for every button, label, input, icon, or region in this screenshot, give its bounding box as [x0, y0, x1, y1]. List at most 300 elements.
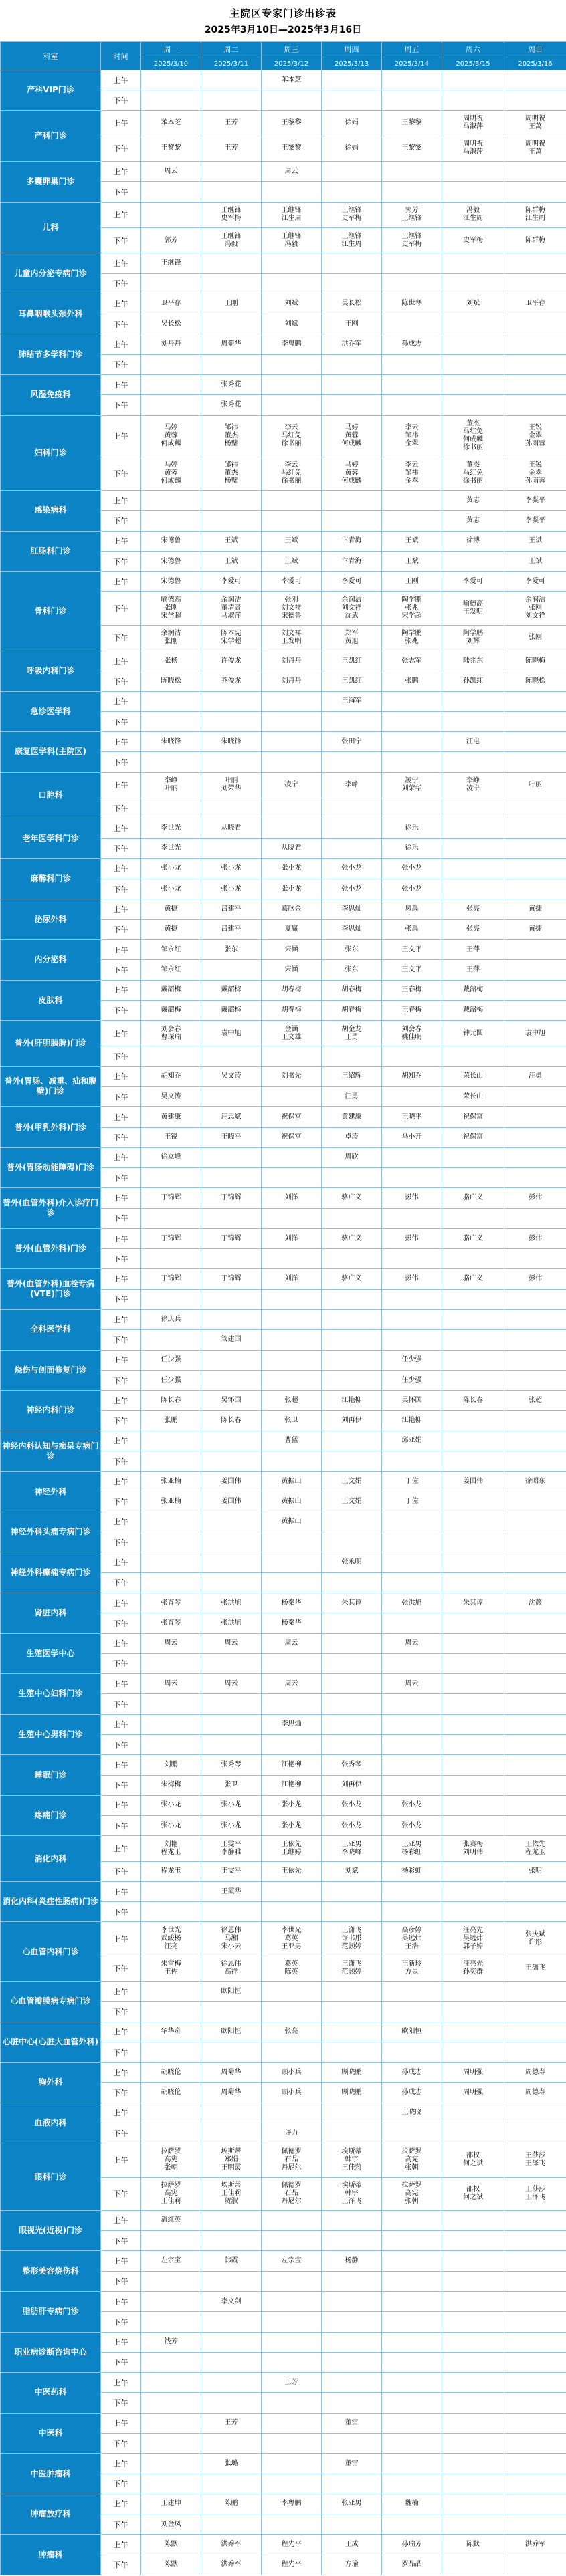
doctor-cell — [141, 491, 201, 511]
doctor-cell — [262, 1046, 322, 1066]
doctor-cell — [442, 1816, 504, 1836]
doctor-cell — [442, 2210, 504, 2230]
doctor-cell — [504, 1350, 566, 1370]
date-header: 2025/3/10 — [141, 57, 201, 70]
doctor-cell — [382, 1086, 442, 1106]
doctor-cell: 葛英 陈英 — [262, 1956, 322, 1981]
doctor-cell — [322, 1674, 382, 1694]
doctor-cell — [504, 2103, 566, 2123]
doctor-cell — [442, 2413, 504, 2433]
doctor-cell — [201, 711, 262, 731]
doctor-cell — [504, 1127, 566, 1147]
doctor-cell — [382, 2514, 442, 2535]
doctor-cell: 顾晓鹏 — [322, 2083, 382, 2103]
department-name: 风湿免疫科 — [1, 374, 101, 415]
doctor-cell: 张亮 — [262, 2022, 322, 2042]
doctor-cell — [322, 2373, 382, 2393]
date-header: 2025/3/13 — [322, 57, 382, 70]
doctor-cell — [262, 2231, 322, 2251]
doctor-cell: 王斌 — [504, 551, 566, 571]
doctor-cell — [504, 711, 566, 731]
schedule-row — [1, 2143, 566, 2177]
doctor-cell — [262, 1350, 322, 1370]
doctor-cell — [262, 354, 322, 374]
session-time: 下午 — [101, 354, 141, 374]
schedule-row — [1, 691, 566, 711]
doctor-cell — [382, 1249, 442, 1269]
doctor-cell — [262, 2210, 322, 2230]
department-name: 心脏中心(心脏大血管外科) — [1, 2022, 101, 2063]
doctor-cell — [201, 2352, 262, 2372]
doctor-cell: 曹猛 — [262, 1431, 322, 1451]
doctor-cell — [382, 253, 442, 273]
doctor-cell: 孙成志 — [382, 334, 442, 354]
doctor-cell: 许俊龙 — [201, 651, 262, 671]
doctor-cell — [442, 314, 504, 334]
doctor-cell: 徐昭东 — [504, 1472, 566, 1492]
doctor-cell: 姜国伟 — [201, 1472, 262, 1492]
doctor-cell: 卞青海 — [322, 531, 382, 551]
doctor-cell: 王萍 — [442, 960, 504, 980]
doctor-cell: 李云 邹祎 金翠 — [382, 415, 442, 457]
doctor-cell — [262, 511, 322, 531]
doctor-cell: 张洪旭 — [201, 1613, 262, 1633]
doctor-cell: 周云 — [262, 1633, 322, 1653]
doctor-cell — [442, 1734, 504, 1754]
doctor-cell: 周明强 — [442, 2083, 504, 2103]
doctor-cell — [442, 1653, 504, 1673]
doctor-cell — [382, 2373, 442, 2393]
schedule-row — [1, 1066, 566, 1086]
doctor-cell: 王文娟 — [322, 1472, 382, 1492]
doctor-cell — [201, 1147, 262, 1167]
doctor-cell: 王继锋 史军梅 — [322, 202, 382, 227]
doctor-cell — [141, 2271, 201, 2291]
doctor-cell: 张卫 — [262, 1411, 322, 1431]
doctor-cell: 王晓晓 — [382, 2103, 442, 2123]
session-time: 上午 — [101, 334, 141, 354]
doctor-cell — [141, 1881, 201, 1901]
doctor-cell: 刘斌 — [442, 294, 504, 314]
department-name: 眼视光(近视)门诊 — [1, 2210, 101, 2251]
department-name: 肿瘤放疗科 — [1, 2494, 101, 2535]
date-header: 2025/3/14 — [382, 57, 442, 70]
doctor-cell: 宋涵 — [262, 960, 322, 980]
doctor-cell — [382, 798, 442, 818]
session-time: 上午 — [101, 1269, 141, 1289]
schedule-row — [1, 1472, 566, 1492]
doctor-cell — [382, 711, 442, 731]
session-time: 下午 — [101, 2433, 141, 2453]
department-name: 生殖医学中心 — [1, 1633, 101, 1674]
doctor-cell: 江艳柳 — [382, 1411, 442, 1431]
doctor-cell — [322, 1289, 382, 1309]
doctor-cell: 王继锋 史军梅 — [382, 227, 442, 253]
doctor-cell — [382, 2123, 442, 2143]
doctor-cell — [442, 1046, 504, 1066]
doctor-cell: 程龙玉 — [141, 1861, 201, 1881]
doctor-cell — [141, 354, 201, 374]
day-header: 周日 — [504, 42, 566, 57]
doctor-cell: 马小开 — [382, 1127, 442, 1147]
doctor-cell: 张东 — [322, 939, 382, 959]
day-header: 周一 — [141, 42, 201, 57]
session-time: 上午 — [101, 1066, 141, 1086]
doctor-cell — [201, 182, 262, 202]
doctor-cell: 江艳柳 — [322, 1391, 382, 1411]
doctor-cell: 欧阳恒 — [382, 2022, 442, 2042]
doctor-cell — [262, 2454, 322, 2474]
doctor-cell — [322, 491, 382, 511]
doctor-cell: 周菊华 — [201, 2063, 262, 2083]
doctor-cell — [141, 1734, 201, 1754]
session-time: 上午 — [101, 818, 141, 838]
doctor-cell — [442, 1633, 504, 1653]
doctor-cell: 骆广义 — [442, 1269, 504, 1289]
session-time: 下午 — [101, 1532, 141, 1552]
doctor-cell — [504, 1147, 566, 1167]
doctor-cell: 张鹏 — [141, 1411, 201, 1431]
doctor-cell — [382, 1451, 442, 1472]
doctor-cell: 王芳 — [201, 110, 262, 136]
doctor-cell: 董杰 马红免 徐书丽 — [442, 457, 504, 490]
doctor-cell — [201, 354, 262, 374]
doctor-cell — [201, 1310, 262, 1330]
doctor-cell: 王亚男 李晓峰 — [322, 1836, 382, 1861]
doctor-cell — [201, 2332, 262, 2352]
doctor-cell: 张东 — [322, 960, 382, 980]
doctor-cell: 黄振山 — [262, 1492, 322, 1512]
session-time: 下午 — [101, 1086, 141, 1106]
doctor-cell: 朱其谆 — [322, 1593, 382, 1613]
session-time: 下午 — [101, 1330, 141, 1350]
doctor-cell — [141, 1902, 201, 1922]
doctor-cell — [442, 2123, 504, 2143]
doctor-cell — [201, 2393, 262, 2413]
doctor-cell: 吴文涛 — [141, 1086, 201, 1106]
doctor-cell — [504, 2251, 566, 2271]
doctor-cell — [322, 838, 382, 858]
doctor-cell — [141, 1451, 201, 1472]
doctor-cell: 马婷 黄蓉 何成麟 — [141, 457, 201, 490]
doctor-cell — [504, 1816, 566, 1836]
doctor-cell: 张秀花 — [201, 395, 262, 415]
doctor-cell: 王刚 — [201, 294, 262, 314]
doctor-cell: 王雯平 — [201, 1861, 262, 1881]
doctor-cell: 王锐 金翠 孙雨蓉 — [504, 457, 566, 490]
department-name: 肾脏内科 — [1, 1593, 101, 1633]
doctor-cell: 张小龙 — [382, 879, 442, 899]
session-time: 上午 — [101, 2022, 141, 2042]
doctor-cell — [504, 1532, 566, 1552]
session-time: 上午 — [101, 1188, 141, 1208]
session-time: 下午 — [101, 1000, 141, 1020]
doctor-cell — [504, 1289, 566, 1309]
doctor-cell: 张庆斌 许彤 — [504, 1922, 566, 1956]
doctor-cell — [382, 2210, 442, 2230]
department-name: 中医科 — [1, 2413, 101, 2454]
doctor-cell: 汪亮先 孙奕群 — [442, 1956, 504, 1981]
doctor-cell: 邵权 何之斌 — [442, 2177, 504, 2210]
doctor-cell: 戴韶梅 — [201, 980, 262, 1000]
doctor-cell — [141, 1552, 201, 1572]
doctor-cell: 罗晶晶 — [382, 2555, 442, 2575]
doctor-cell — [442, 691, 504, 711]
doctor-cell — [322, 752, 382, 772]
doctor-cell — [201, 1208, 262, 1228]
doctor-cell: 张永明 — [322, 1552, 382, 1572]
doctor-cell: 王莎莎 王泽飞 — [504, 2177, 566, 2210]
session-time: 上午 — [101, 253, 141, 273]
doctor-cell — [322, 1249, 382, 1269]
doctor-cell: 周云 — [262, 1674, 322, 1694]
doctor-cell — [382, 395, 442, 415]
doctor-cell — [201, 838, 262, 858]
doctor-cell — [504, 1755, 566, 1775]
doctor-cell: 王依先 程龙玉 — [504, 1836, 566, 1861]
doctor-cell: 徐庆兵 — [141, 1310, 201, 1330]
doctor-cell — [442, 1613, 504, 1633]
doctor-cell — [201, 273, 262, 294]
session-time: 上午 — [101, 1633, 141, 1653]
doctor-cell: 王文平 — [382, 939, 442, 959]
doctor-cell: 胡春梅 — [262, 1000, 322, 1020]
schedule-row — [1, 858, 566, 879]
session-time: 下午 — [101, 1249, 141, 1269]
schedule-row — [1, 202, 566, 227]
doctor-cell — [442, 1147, 504, 1167]
session-time: 上午 — [101, 651, 141, 671]
doctor-cell — [201, 1350, 262, 1370]
doctor-cell — [442, 838, 504, 858]
session-time: 下午 — [101, 227, 141, 253]
doctor-cell — [322, 1572, 382, 1593]
doctor-cell — [442, 374, 504, 394]
doctor-cell — [322, 1613, 382, 1633]
session-time: 下午 — [101, 1816, 141, 1836]
doctor-cell: 王莎莎 王泽飞 — [504, 2143, 566, 2177]
doctor-cell — [322, 1694, 382, 1714]
doctor-cell: 张亚楠 — [141, 1492, 201, 1512]
doctor-cell — [322, 162, 382, 182]
session-time: 上午 — [101, 415, 141, 457]
doctor-cell: 胡金龙 王勇 — [322, 1021, 382, 1046]
doctor-cell: 陶学鹏 张兆 — [382, 625, 442, 651]
schedule-row — [1, 2251, 566, 2271]
session-time: 上午 — [101, 162, 141, 182]
doctor-cell: 江艳柳 — [262, 1755, 322, 1775]
doctor-cell: 周云 — [201, 1633, 262, 1653]
doctor-cell: 余润洁 董清音 马淑萍 — [201, 592, 262, 625]
doctor-cell: 丁佐 — [382, 1472, 442, 1492]
doctor-cell — [322, 90, 382, 110]
doctor-cell — [382, 2332, 442, 2352]
department-name: 中医药科 — [1, 2373, 101, 2414]
doctor-cell: 从晓君 — [201, 818, 262, 838]
doctor-cell — [322, 1046, 382, 1066]
doctor-cell: 王继锋 冯毅 — [262, 227, 322, 253]
doctor-cell: 卞青海 — [322, 551, 382, 571]
doctor-cell: 陈默 — [141, 2555, 201, 2575]
doctor-cell: 张小龙 — [141, 858, 201, 879]
doctor-cell — [201, 1431, 262, 1451]
doctor-cell — [442, 1310, 504, 1330]
doctor-cell: 刘丹丹 — [141, 334, 201, 354]
schedule-row — [1, 2063, 566, 2083]
doctor-cell — [322, 1902, 382, 1922]
doctor-cell: 埃斯蒂 郑娟 王明霞 — [201, 2143, 262, 2177]
doctor-cell — [262, 1330, 322, 1350]
doctor-cell — [442, 1492, 504, 1512]
doctor-cell: 陈长春 — [201, 1411, 262, 1431]
doctor-cell — [504, 1451, 566, 1472]
department-name: 老年医学科门诊 — [1, 818, 101, 859]
doctor-cell — [141, 2042, 201, 2062]
schedule-row — [1, 2103, 566, 2123]
doctor-cell — [382, 1330, 442, 1350]
doctor-cell: 周明祝 马淑萍 — [442, 136, 504, 161]
session-time: 上午 — [101, 732, 141, 752]
doctor-cell — [504, 90, 566, 110]
doctor-cell: 张鹏 — [382, 671, 442, 691]
doctor-cell: 佩德罗 石晶 丹尼尔 — [262, 2177, 322, 2210]
doctor-cell: 周德寿 — [504, 2083, 566, 2103]
schedule-row — [1, 2373, 566, 2393]
doctor-cell — [262, 798, 322, 818]
doctor-cell — [262, 1552, 322, 1572]
doctor-cell: 余润洁 刘文祥 沈武 — [322, 592, 382, 625]
schedule-row — [1, 899, 566, 919]
session-time: 上午 — [101, 1674, 141, 1694]
doctor-cell — [262, 818, 322, 838]
doctor-cell — [504, 858, 566, 879]
doctor-cell — [504, 2514, 566, 2535]
doctor-cell: 张杨 — [141, 651, 201, 671]
doctor-cell: 卫平存 — [504, 294, 566, 314]
session-time: 下午 — [101, 2271, 141, 2291]
doctor-cell — [141, 2231, 201, 2251]
doctor-cell — [382, 2271, 442, 2291]
doctor-cell — [442, 752, 504, 772]
schedule-table — [0, 41, 566, 2575]
doctor-cell — [141, 202, 201, 227]
doctor-cell: 喻德高 王发明 — [442, 592, 504, 625]
department-name: 呼吸内科门诊 — [1, 651, 101, 692]
schedule-row — [1, 1431, 566, 1451]
doctor-cell: 周明祝 王萬 — [504, 110, 566, 136]
doctor-cell — [382, 1881, 442, 1901]
doctor-cell: 吕建平 — [201, 919, 262, 939]
doctor-cell — [201, 2474, 262, 2494]
doctor-cell: 荣长山 — [442, 1066, 504, 1086]
doctor-cell — [442, 1208, 504, 1228]
session-time: 下午 — [101, 2514, 141, 2535]
department-name: 感染病科 — [1, 491, 101, 532]
doctor-cell — [442, 2474, 504, 2494]
doctor-cell: 胡晓伦 — [141, 2083, 201, 2103]
doctor-cell: 刘书先 — [262, 1066, 322, 1086]
doctor-cell — [504, 838, 566, 858]
date-header: 2025/3/15 — [442, 57, 504, 70]
session-time: 下午 — [101, 2555, 141, 2575]
doctor-cell: 骆广义 — [322, 1228, 382, 1248]
doctor-cell: 王绍辉 — [322, 1066, 382, 1086]
doctor-cell: 张亚男 — [322, 2494, 382, 2514]
session-time: 下午 — [101, 879, 141, 899]
doctor-cell: 戴韶梅 — [141, 1000, 201, 1020]
doctor-cell — [504, 1330, 566, 1350]
doctor-cell: 史军梅 — [442, 227, 504, 253]
schedule-row — [1, 1922, 566, 1956]
doctor-cell: 王依先 王继婷 — [262, 1836, 322, 1861]
doctor-cell — [442, 1168, 504, 1188]
doctor-cell — [201, 2231, 262, 2251]
doctor-cell — [442, 90, 504, 110]
doctor-cell: 杨静 — [322, 2251, 382, 2271]
doctor-cell: 李云 马红免 徐书丽 — [262, 415, 322, 457]
doctor-cell: 周欣 — [322, 1147, 382, 1167]
doctor-cell: 陶学鹏 刘辉 — [442, 625, 504, 651]
doctor-cell — [442, 798, 504, 818]
doctor-cell: 丁锦辉 — [141, 1228, 201, 1248]
session-time: 上午 — [101, 2143, 141, 2177]
doctor-cell — [262, 273, 322, 294]
doctor-cell: 宋德鲁 — [141, 572, 201, 592]
doctor-cell — [141, 2352, 201, 2372]
doctor-cell: 王新玲 方昱 — [382, 1956, 442, 1981]
doctor-cell — [322, 273, 382, 294]
doctor-cell — [504, 374, 566, 394]
session-time: 上午 — [101, 939, 141, 959]
doctor-cell — [504, 1714, 566, 1734]
doctor-cell: 苯本芝 — [262, 70, 322, 90]
doctor-cell — [382, 70, 442, 90]
doctor-cell: 汪屯 — [442, 732, 504, 752]
doctor-cell: 彭伟 — [504, 1269, 566, 1289]
session-time: 上午 — [101, 1391, 141, 1411]
doctor-cell: 彭伟 — [382, 1228, 442, 1248]
doctor-cell: 荣长山 — [442, 1086, 504, 1106]
day-header: 周四 — [322, 42, 382, 57]
doctor-cell: 任少强 — [382, 1350, 442, 1370]
doctor-cell: 王继锋 江生周 — [322, 227, 382, 253]
session-time: 下午 — [101, 1653, 141, 1673]
doctor-cell — [322, 2352, 382, 2372]
doctor-cell — [201, 1249, 262, 1269]
doctor-cell: 吴文涛 — [201, 1066, 262, 1086]
department-name: 多囊卵巢门诊 — [1, 162, 101, 203]
doctor-cell: 张志军 — [382, 651, 442, 671]
doctor-cell — [201, 2042, 262, 2062]
session-time: 上午 — [101, 2494, 141, 2514]
doctor-cell: 张小龙 — [201, 1816, 262, 1836]
doctor-cell — [322, 70, 382, 90]
session-time: 下午 — [101, 838, 141, 858]
doctor-cell: 刘斌 — [322, 1861, 382, 1881]
doctor-cell: 芥俊龙 — [201, 671, 262, 691]
doctor-cell — [382, 1532, 442, 1552]
doctor-cell: 张明 — [504, 1861, 566, 1881]
doctor-cell: 李峥 叶丽 — [141, 772, 201, 798]
doctor-cell — [262, 1532, 322, 1552]
session-time: 下午 — [101, 511, 141, 531]
doctor-cell — [201, 253, 262, 273]
department-name: 普外(甲乳外科)门诊 — [1, 1107, 101, 1148]
doctor-cell — [442, 2231, 504, 2251]
doctor-cell: 宋德鲁 — [141, 531, 201, 551]
doctor-cell — [201, 491, 262, 511]
session-time: 上午 — [101, 1431, 141, 1451]
